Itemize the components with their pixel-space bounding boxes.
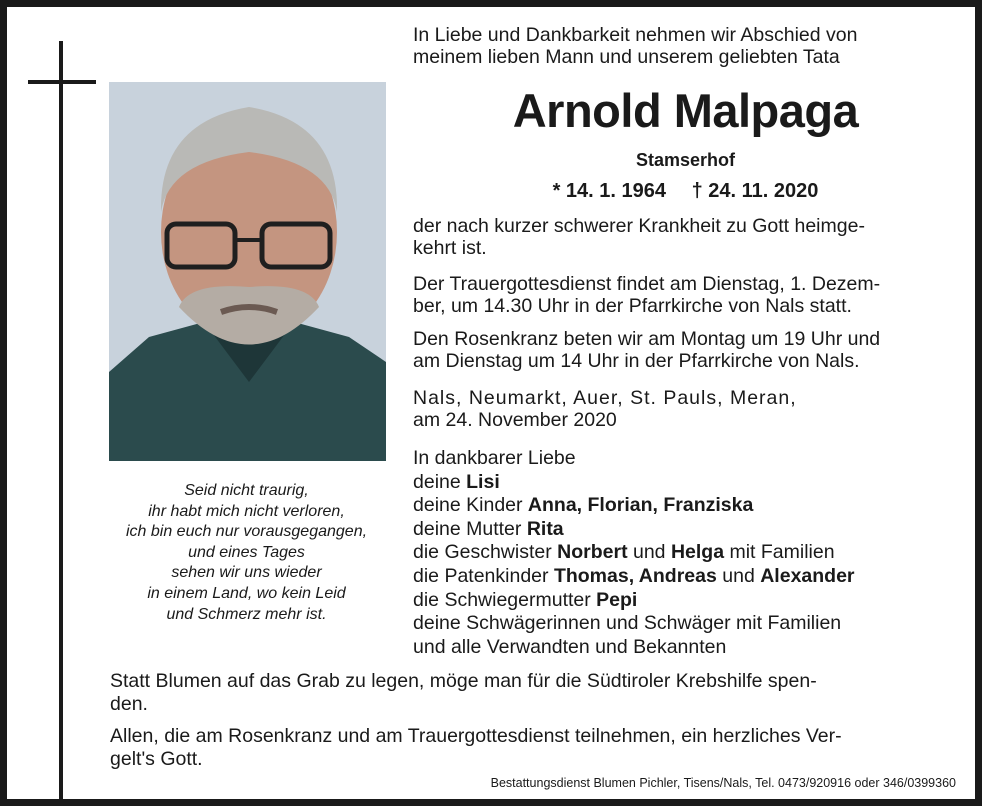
family-line: deine Kinder Anna, Florian, Franziska [413,494,754,517]
motto-line: ihr habt mich nicht verloren, [148,502,345,520]
cross-icon-bar [28,80,96,84]
flowers-line: Statt Blumen auf das Grab zu legen, möge man für die Südtiroler Krebshilfe spen- [110,670,817,692]
family-opening: In dankbarer Liebe [413,447,576,469]
intro-line: meinem lieben Mann und unserem geliebten Tata [413,46,840,68]
funeral-home-footer: Bestattungsdienst Blumen Pichler, Tisens/Nals, Tel. 0473/920916 oder 346/0399360 [490,776,956,790]
family-line: die Geschwister Norbert und Helga mit Familien [413,541,835,564]
family-list [413,447,958,659]
intro-text [413,24,958,68]
funeral-line: ber, um 14.30 Uhr in der Pfarrkirche von Nals statt. [413,295,852,317]
rosary-line: Den Rosenkranz beten wir am Montag um 19 Uhr und [413,328,881,350]
family-line: die Patenkinder Thomas, Andreas und Alexander [413,564,855,587]
cause-line: kehrt ist. [413,237,487,259]
birth-date: * 14. 1. 1964 [552,180,667,202]
thanks-note [110,725,958,771]
thanks-line: gelt's Gott. [110,748,203,770]
farm-name: Stamserhof [635,150,736,170]
family-line: und alle Verwandten und Bekannten [413,635,727,658]
memorial-motto [100,481,393,625]
motto-line: sehen wir uns wieder [171,564,322,582]
family-line: deine Lisi [413,470,500,493]
portrait-photo [109,82,386,461]
date-line: am 24. November 2020 [413,409,617,431]
rosary-line: am Dienstag um 14 Uhr in der Pfarrkirche von Nals. [413,350,860,372]
motto-line: und Schmerz mehr ist. [166,605,327,623]
motto-line: in einem Land, wo kein Leid [147,584,346,602]
funeral-text [413,273,958,317]
family-line: deine Schwägerinnen und Schwäger mit Familien [413,612,842,635]
rosary-text [413,328,958,372]
cause-line: der nach kurzer schwerer Krankheit zu Gott heimge- [413,215,865,237]
cross-icon [59,41,63,804]
motto-line: und eines Tages [188,543,305,561]
place-line: Nals, Neumarkt, Auer, St. Pauls, Meran, [413,387,797,409]
motto-line: Seid nicht traurig, [184,482,309,499]
family-line: die Schwiegermutter Pepi [413,588,638,611]
flowers-note [110,670,958,716]
family-line: deine Mutter Rita [413,517,564,540]
funeral-line: Der Trauergottesdienst findet am Dienstag, 1. Dezem- [413,273,881,295]
deceased-name: Arnold Malpaga [512,84,859,137]
flowers-line: den. [110,693,148,715]
place-date [413,387,958,431]
motto-line: ich bin euch nur vorausgegangen, [125,523,368,541]
thanks-line: Allen, die am Rosenkranz und am Trauergottesdienst teilnehmen, ein herzliches Ver- [110,725,842,747]
life-dates [413,180,958,203]
intro-line: In Liebe und Dankbarkeit nehmen wir Abschied von [413,24,858,46]
cause-text [413,215,958,259]
death-date: † 24. 11. 2020 [691,180,819,202]
